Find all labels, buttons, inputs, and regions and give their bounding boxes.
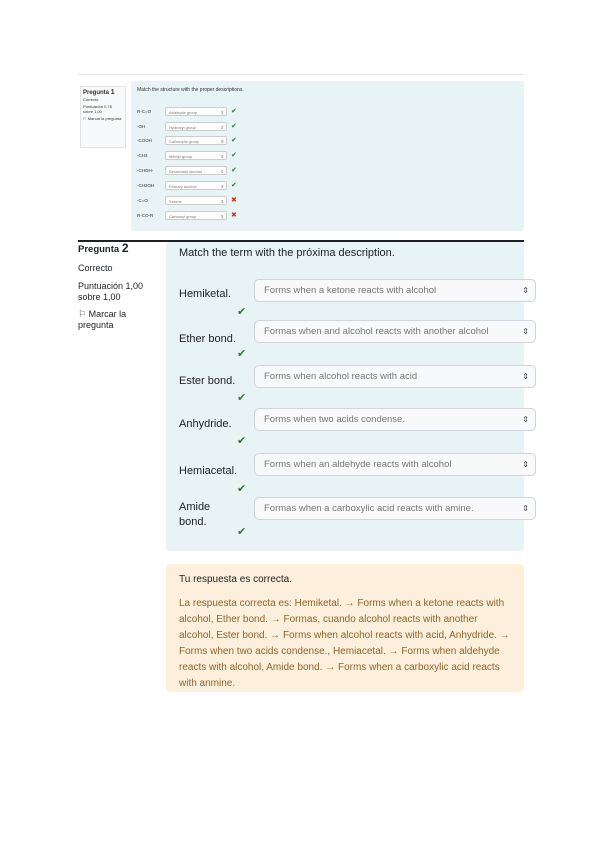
q2-answer-select[interactable]: Formas when and alcohol reacts with another alcohol ⇕ bbox=[254, 320, 536, 343]
q1-answer-select[interactable]: Ketone ⇕ bbox=[165, 196, 227, 205]
updown-arrow-icon: ⇕ bbox=[220, 169, 224, 174]
updown-arrow-icon: ⇕ bbox=[522, 327, 529, 336]
check-icon: ✔ bbox=[237, 348, 247, 360]
flag-icon: ⚐ bbox=[78, 309, 87, 319]
q1-term: R-C=O bbox=[137, 109, 152, 114]
q2-term: Ether bond. bbox=[179, 333, 236, 345]
q1-answer-select[interactable]: Methyl group ⇕ bbox=[165, 151, 227, 160]
check-icon: ✔ bbox=[237, 392, 247, 404]
check-icon: ✔ bbox=[237, 526, 247, 538]
top-rule bbox=[78, 74, 524, 75]
updown-arrow-icon: ⇕ bbox=[220, 199, 224, 204]
q2-state: Correcto bbox=[78, 263, 113, 273]
q1-term: -CH2OH bbox=[137, 183, 155, 188]
q2-number: Pregunta 2 bbox=[78, 241, 129, 255]
updown-arrow-icon: ⇕ bbox=[220, 184, 224, 189]
q1-term: -COOH bbox=[137, 138, 152, 143]
q2-answer-select[interactable]: Formas when a carboxylic acid reacts with amine. ⇕ bbox=[254, 497, 536, 520]
feedback-correct-answer: La respuesta correcta es: Hemiketal. → Forms when a ketone reacts with alcohol, Ether bond. → Formas, cuando alcohol reacts with another alcohol, Ester bond. → Forms when alcohol reacts with acid, Anhydride. → Forms when two acids condense., Hemiacetal. → Forms when aldehyde reacts with alcohol, Amide bond. → Forms when a carboxylic acid reacts with anmine. bbox=[179, 598, 510, 689]
q2-grade: Puntuación 1,00 sobre 1,00 bbox=[78, 281, 144, 302]
cross-icon: ✖ bbox=[231, 212, 237, 219]
q2-term: Ester bond. bbox=[179, 375, 236, 387]
feedback-panel bbox=[166, 564, 524, 692]
q2-answer-select[interactable]: Forms when a ketone reacts with alcohol ⇕ bbox=[254, 279, 536, 302]
q1-flag-link[interactable]: ⚐ Marcar la pregunta bbox=[83, 116, 122, 121]
q1-answer-select[interactable]: Carboxylic group ⇕ bbox=[165, 136, 227, 145]
q2-content bbox=[166, 242, 529, 551]
check-icon: ✔ bbox=[231, 182, 237, 189]
updown-arrow-icon: ⇕ bbox=[522, 415, 529, 424]
check-icon: ✔ bbox=[237, 483, 247, 495]
check-icon: ✔ bbox=[231, 167, 237, 174]
q1-term: R-CO-R bbox=[137, 213, 154, 218]
cross-icon: ✖ bbox=[231, 197, 237, 204]
q1-term: -C=O bbox=[137, 198, 148, 203]
q1-prompt: Match the structure with the proper descriptions. bbox=[137, 87, 244, 93]
q2-answer-select[interactable]: Forms when alcohol reacts with acid ⇕ bbox=[254, 365, 536, 388]
q2-answer-select[interactable]: Forms when two acids condense. ⇕ bbox=[254, 408, 536, 431]
updown-arrow-icon: ⇕ bbox=[220, 139, 224, 144]
q1-content bbox=[131, 81, 524, 231]
q1-number: Pregunta 1 bbox=[83, 89, 115, 96]
check-icon: ✔ bbox=[237, 435, 247, 447]
updown-arrow-icon: ⇕ bbox=[220, 110, 224, 115]
updown-arrow-icon: ⇕ bbox=[522, 460, 529, 469]
q1-answer-select[interactable]: Primary alcohol ⇕ bbox=[165, 181, 227, 190]
updown-arrow-icon: ⇕ bbox=[522, 286, 529, 295]
q2-flag-link[interactable]: ⚐ Marcar la pregunta bbox=[78, 309, 127, 330]
q1-state: Correcto bbox=[83, 97, 99, 102]
q1-grade: Puntuación 0,75 sobre 1,00 bbox=[83, 104, 112, 114]
check-icon: ✔ bbox=[231, 152, 237, 159]
q2-match-row bbox=[179, 453, 529, 495]
q1-answer-select[interactable]: Aldehyde group ⇕ bbox=[165, 107, 227, 116]
q2-term: Amide bond. bbox=[179, 501, 211, 528]
flag-icon: ⚐ bbox=[83, 116, 87, 121]
check-icon: ✔ bbox=[231, 108, 237, 115]
q2-match-row bbox=[179, 279, 529, 319]
q1-term: -OH bbox=[137, 124, 146, 129]
q2-match-row bbox=[179, 408, 529, 448]
check-icon: ✔ bbox=[231, 137, 237, 144]
feedback-correct-message: Tu respuesta es correcta. bbox=[179, 574, 293, 585]
q2-match-row bbox=[179, 320, 529, 360]
q2-term: Hemiacetal. bbox=[179, 465, 238, 477]
q2-info-panel bbox=[78, 242, 158, 331]
q2-term: Anhydride. bbox=[179, 418, 232, 430]
q1-term: -CHOH- bbox=[137, 168, 154, 173]
check-icon: ✔ bbox=[231, 123, 237, 130]
q2-match-row bbox=[179, 365, 529, 405]
check-icon: ✔ bbox=[237, 306, 247, 318]
q1-answer-select[interactable]: Secondary alcohol ⇕ bbox=[165, 166, 227, 175]
updown-arrow-icon: ⇕ bbox=[220, 214, 224, 219]
q1-answer-select[interactable]: Hydroxyl group ⇕ bbox=[165, 122, 227, 131]
updown-arrow-icon: ⇕ bbox=[220, 125, 224, 130]
q2-answer-select[interactable]: Forms when an aldehyde reacts with alcohol ⇕ bbox=[254, 453, 536, 476]
q1-term: -CH3 bbox=[137, 153, 148, 158]
q2-term: Hemiketal. bbox=[179, 288, 231, 300]
q2-prompt: Match the term with the próxima description. bbox=[179, 247, 395, 259]
updown-arrow-icon: ⇕ bbox=[522, 372, 529, 381]
q1-answer-select[interactable]: Carbonyl group ⇕ bbox=[165, 211, 227, 220]
q1-info-panel bbox=[80, 86, 126, 148]
q2-match-row bbox=[179, 497, 529, 538]
updown-arrow-icon: ⇕ bbox=[522, 504, 529, 513]
updown-arrow-icon: ⇕ bbox=[220, 154, 224, 159]
